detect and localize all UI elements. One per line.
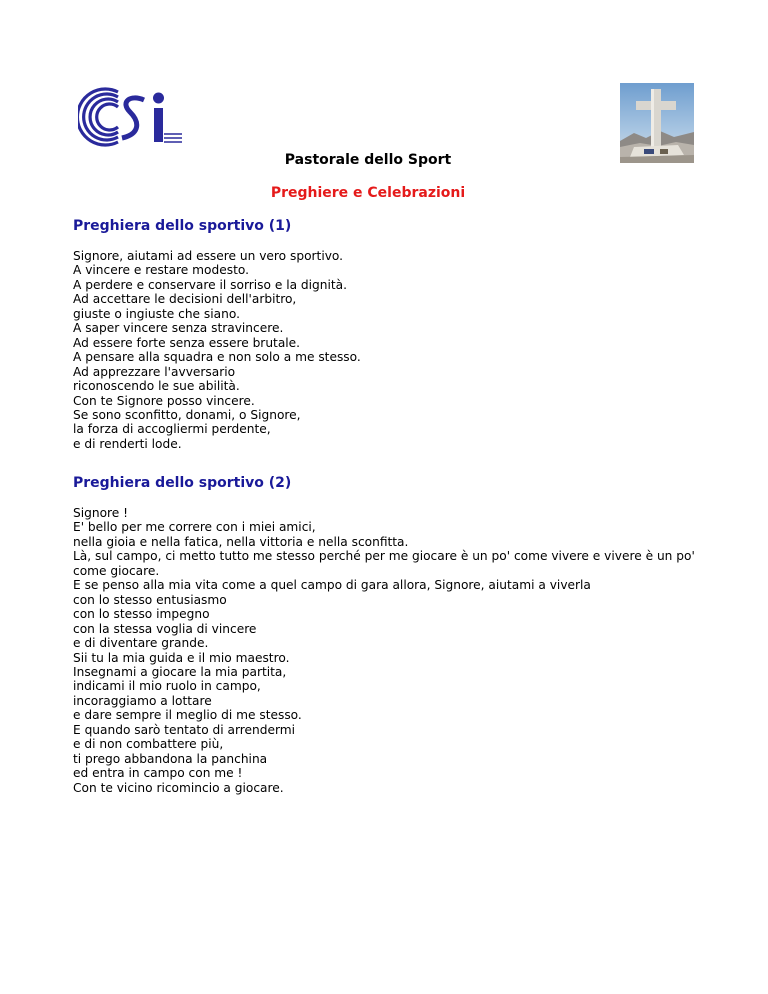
prayer-line: A pensare alla squadra e non solo a me stesso. <box>73 350 361 365</box>
prayer-1-heading: Preghiera dello sportivo (1) <box>73 218 292 234</box>
cross-photo-graphic <box>620 83 694 163</box>
prayer-line: Insegnami a giocare la mia partita, <box>73 664 287 679</box>
prayer-1-text <box>73 249 713 451</box>
prayer-line: E se penso alla mia vita come a quel campo di gara allora, Signore, aiutami a viverla <box>73 578 591 593</box>
prayer-line: con lo stesso impegno <box>73 607 210 622</box>
prayer-line: A perdere e conservare il sorriso e la dignità. <box>73 277 348 292</box>
prayer-line: Ad accettare le decisioni dell'arbitro, <box>73 292 297 307</box>
prayer-line: e di diventare grande. <box>73 636 209 651</box>
prayer-line: ed entra in campo con me ! <box>73 766 243 781</box>
prayer-line: e di non combattere più, <box>73 737 224 752</box>
prayer-line: E quando sarò tentato di arrendermi <box>73 722 296 737</box>
prayer-line: indicami il mio ruolo in campo, <box>73 679 261 694</box>
prayer-line: Signore ! <box>73 506 129 520</box>
prayer-line: incoraggiamo a lottare <box>73 693 212 708</box>
prayer-line: e di renderti lode. <box>73 436 182 451</box>
csi-logo-graphic <box>78 86 182 148</box>
prayer-2-text <box>73 506 713 795</box>
prayer-line: E' bello per me correre con i miei amici, <box>73 520 316 535</box>
prayer-line: Sii tu la mia guida e il mio maestro. <box>73 650 290 665</box>
prayer-line: Se sono sconfitto, donami, o Signore, <box>73 407 301 422</box>
prayer-line: A vincere e restare modesto. <box>73 263 249 278</box>
prayer-line: riconoscendo le sue abilità. <box>73 379 240 394</box>
page-subtitle: Preghiere e Celebrazioni <box>270 185 466 201</box>
prayer-line: ti prego abbandona la panchina <box>73 751 268 766</box>
prayer-line: Con te vicino ricomincio a giocare. <box>73 780 284 795</box>
prayer-line: Ad apprezzare l'avversario <box>73 364 236 379</box>
prayer-2-heading: Preghiera dello sportivo (2) <box>73 475 292 491</box>
prayer-line: la forza di accogliermi perdente, <box>73 422 271 437</box>
prayer-line: giuste o ingiuste che siano. <box>73 306 240 321</box>
page-title: Pastorale dello Sport <box>284 152 452 168</box>
prayer-line: nella gioia e nella fatica, nella vittoria e nella sconfitta. <box>73 534 409 549</box>
prayer-line: Con te Signore posso vincere. <box>73 393 255 408</box>
prayer-line: Ad essere forte senza essere brutale. <box>73 335 301 350</box>
prayer-line: con la stessa voglia di vincere <box>73 621 257 636</box>
prayer-line: A saper vincere senza stravincere. <box>73 321 284 336</box>
prayer-line: con lo stesso entusiasmo <box>73 592 227 607</box>
csi-logo <box>78 86 182 148</box>
cross-photo <box>620 83 694 163</box>
prayer-line: Là, sul campo, ci metto tutto me stesso perché per me giocare è un po' come vivere e vivere è un po' come giocare. <box>73 549 695 578</box>
prayer-line: e dare sempre il meglio di me stesso. <box>73 708 302 723</box>
prayer-line: Signore, aiutami ad essere un vero sportivo. <box>73 249 344 263</box>
